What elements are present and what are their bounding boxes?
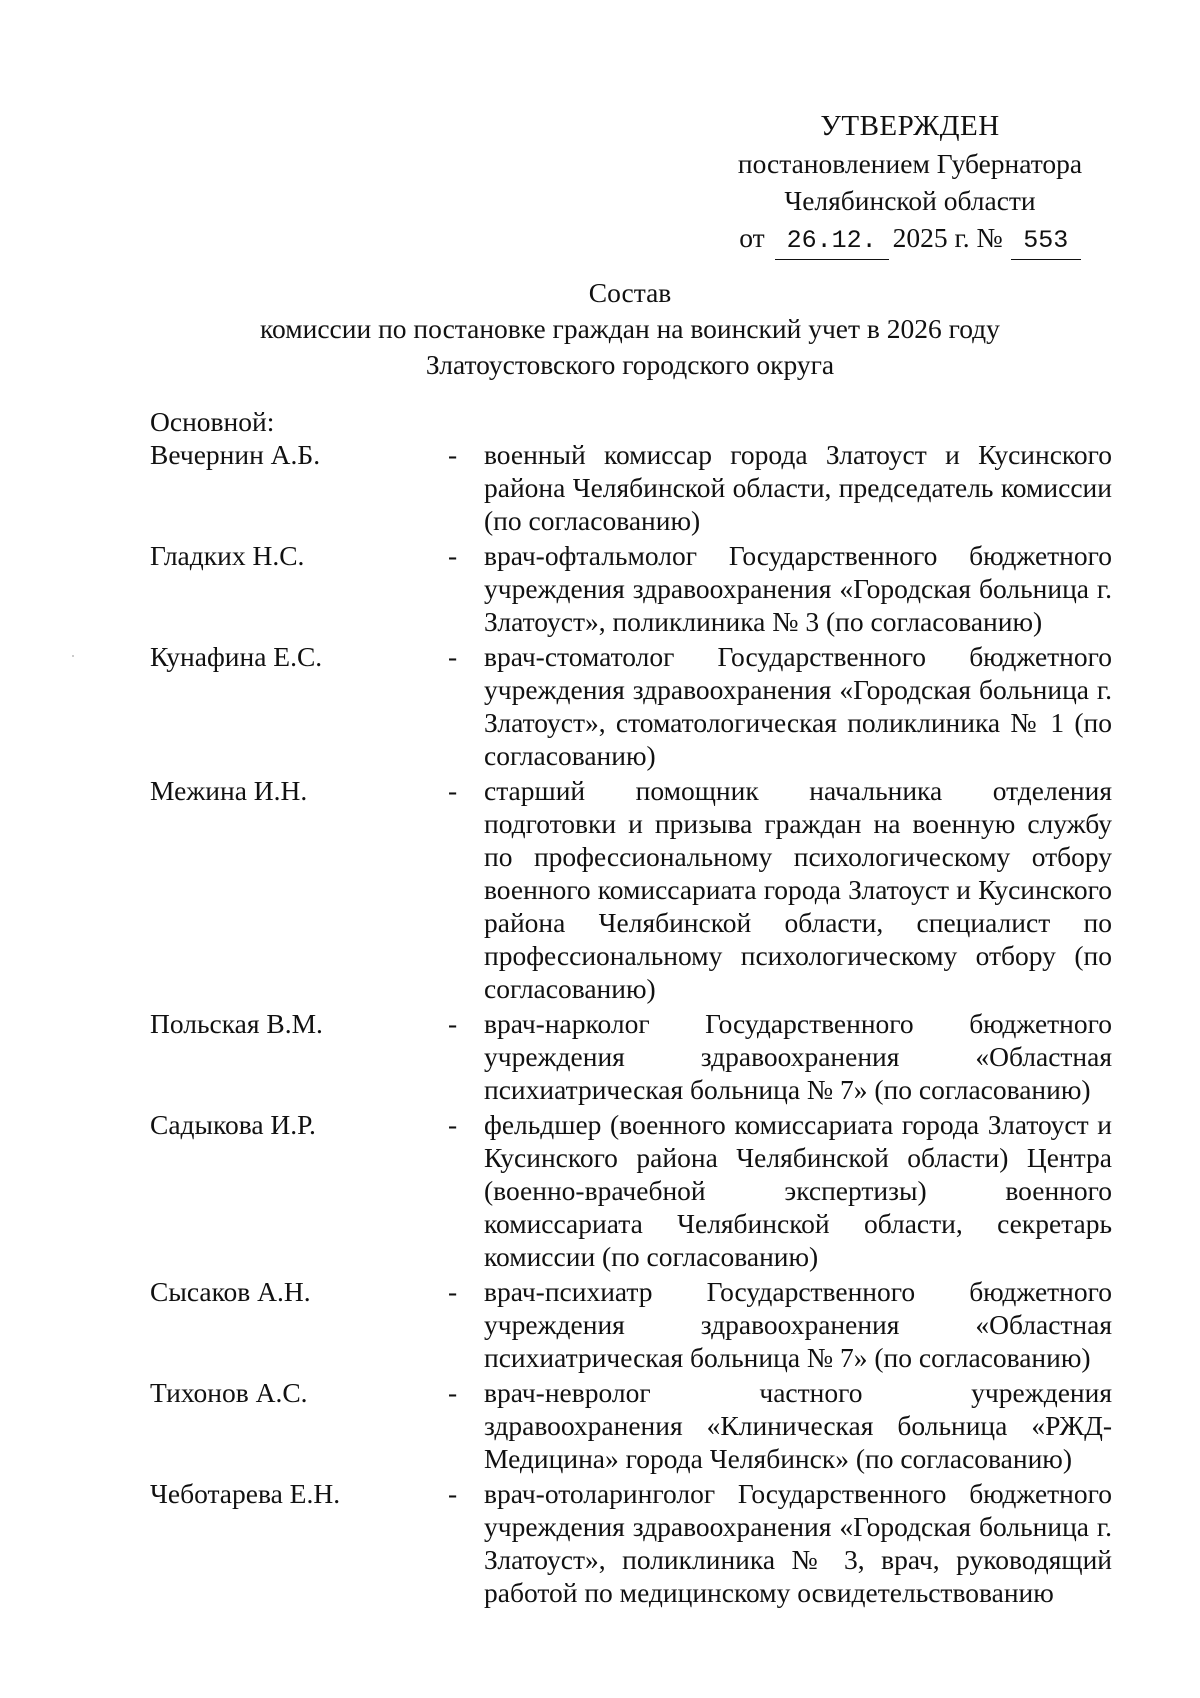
member-role: врач-офтальмолог Государственного бюджетного учреждения здравоохранения «Городская больница г. Златоуст», поликлиника № 3 (по согласованию) bbox=[484, 540, 1112, 637]
approval-date-line bbox=[700, 219, 1120, 260]
approval-title: УТВЕРЖДЕН bbox=[820, 110, 1000, 142]
member-name: Сысаков А.Н. bbox=[150, 1276, 311, 1307]
member-dash: - bbox=[448, 641, 458, 672]
member-name: Кунафина Е.С. bbox=[150, 641, 323, 672]
date-value: 26.12. bbox=[786, 226, 877, 255]
heading-line-1: комиссии по постановке граждан на воинский учет в 2026 году bbox=[260, 313, 1000, 344]
member-role: старший помощник начальника отделения подготовки и призыва граждан на военную службу по профессиональному психологическому отбору военного комиссариата города Златоуст и Кусинского района Челябинской области, специалист по профессиональному психологическому отбору (по согласованию) bbox=[484, 775, 1112, 1004]
member-row bbox=[150, 640, 1112, 772]
member-row bbox=[150, 1108, 1112, 1273]
heading-line-2: Златоустовского городского округа bbox=[425, 349, 835, 380]
member-row bbox=[150, 774, 1112, 1005]
member-dash: - bbox=[448, 1109, 458, 1140]
member-row bbox=[150, 1007, 1112, 1106]
member-dash: - bbox=[448, 1377, 458, 1408]
member-row bbox=[150, 438, 1112, 537]
approval-block bbox=[700, 108, 1120, 260]
member-dash: - bbox=[448, 1478, 458, 1509]
member-role: врач-невролог частного учреждения здравоохранения «Клиническая больница «РЖД-Медицина» города Челябинск» (по согласованию) bbox=[484, 1377, 1112, 1474]
member-name: Тихонов А.С. bbox=[150, 1377, 308, 1408]
member-dash: - bbox=[448, 1008, 458, 1039]
date-field bbox=[775, 219, 889, 260]
member-dash: - bbox=[448, 540, 458, 571]
member-role: врач-стоматолог Государственного бюджетного учреждения здравоохранения «Городская больница г. Златоуст», стоматологическая поликлиника № 1 (по согласованию) bbox=[484, 641, 1112, 771]
approval-line-2: Челябинской области bbox=[784, 185, 1036, 216]
heading-title: Состав bbox=[588, 277, 672, 308]
member-row bbox=[150, 539, 1112, 638]
date-suffix: 2025 г. № bbox=[892, 222, 1003, 253]
group-label: Основной: bbox=[150, 406, 275, 437]
member-role: врач-психиатр Государственного бюджетного учреждения здравоохранения «Областная психиатрическая больница № 7» (по согласованию) bbox=[484, 1276, 1112, 1373]
member-dash: - bbox=[448, 775, 458, 806]
date-prefix: от bbox=[739, 222, 765, 253]
member-name: Гладких Н.С. bbox=[150, 540, 305, 571]
number-field bbox=[1011, 219, 1081, 260]
member-row bbox=[150, 1477, 1112, 1609]
member-row bbox=[150, 1275, 1112, 1374]
member-name: Межина И.Н. bbox=[150, 775, 308, 806]
member-dash: - bbox=[448, 439, 458, 470]
member-role: военный комиссар города Златоуст и Кусинского района Челябинской области, председатель комиссии (по согласованию) bbox=[484, 439, 1112, 536]
document-number: 553 bbox=[1023, 226, 1069, 255]
member-name: Садыкова И.Р. bbox=[150, 1109, 316, 1140]
approval-line-1: постановлением Губернатора bbox=[737, 148, 1083, 179]
document-heading bbox=[150, 275, 1110, 383]
member-role: врач-нарколог Государственного бюджетного учреждения здравоохранения «Областная психиатрическая больница № 7» (по согласованию) bbox=[484, 1008, 1112, 1105]
member-name: Чеботарева Е.Н. bbox=[150, 1478, 341, 1509]
member-dash: - bbox=[448, 1276, 458, 1307]
member-name: Вечернин А.Б. bbox=[150, 439, 321, 470]
member-name: Польская В.М. bbox=[150, 1008, 323, 1039]
member-role: фельдшер (военного комиссариата города Златоуст и Кусинского района Челябинской области) Центра (военно-врачебной экспертизы) военного комиссариата Челябинской области, секретарь комиссии (по согласованию) bbox=[484, 1109, 1112, 1272]
member-role: врач-отоларинголог Государственного бюджетного учреждения здравоохранения «Городская больница г. Златоуст», поликлиника № 3, врач, руководящий работой по медицинскому освидетельствованию bbox=[484, 1478, 1112, 1608]
members-list bbox=[150, 438, 1112, 1611]
member-row bbox=[150, 1376, 1112, 1475]
scan-speck bbox=[72, 655, 74, 657]
